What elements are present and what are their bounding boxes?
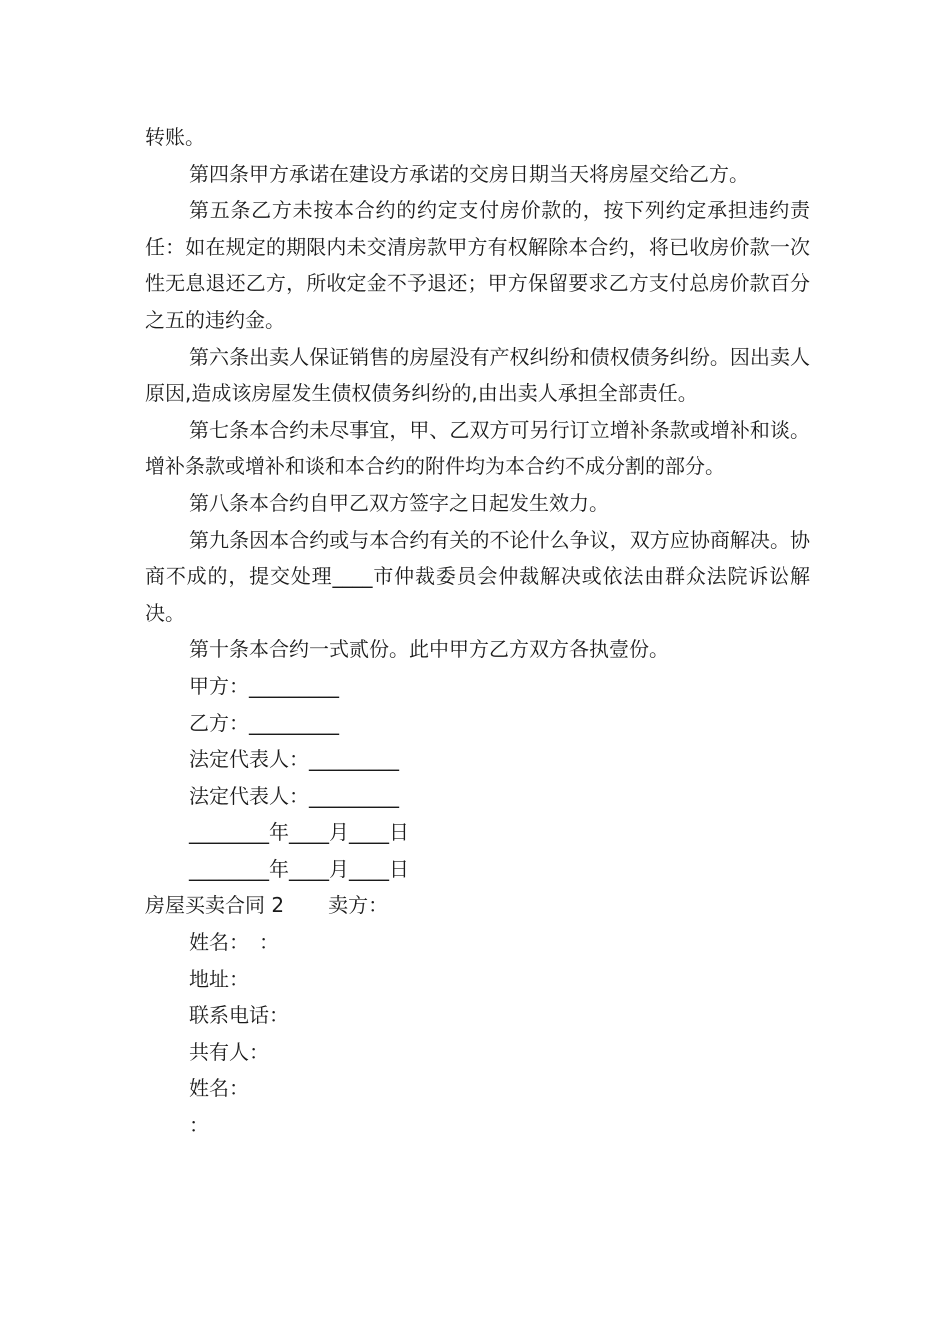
co-owner-label: 共有人：	[189, 1039, 269, 1064]
seller-phone: 联系电话：	[189, 1003, 289, 1028]
co-owner-name: 姓名：	[189, 1076, 249, 1101]
seller-name: 姓名： ：	[189, 930, 279, 955]
trailing-colon: ：	[189, 1113, 209, 1138]
article-4: 第四条甲方承诺在建设方承诺的交房日期当天将房屋交给乙方。	[189, 161, 749, 186]
article-9: 第九条因本合约或与本合约有关的不论什么争议，双方应协商解决。协商不成的，提交处理____市仲裁委员会仲裁解决或依法由群众法院诉讼解决。	[145, 527, 810, 625]
document-body	[145, 119, 810, 1144]
article-6: 第六条出卖人保证销售的房屋没有产权纠纷和债权债务纠纷。因出卖人原因,造成该房屋发生债权债务纠纷的,由出卖人承担全部责任。	[145, 344, 810, 406]
signature-date-2: ________年____月____日	[189, 856, 409, 881]
contract-2-heading	[145, 887, 810, 924]
article-5: 第五条乙方未按本合约的约定支付房价款的，按下列约定承担违约责任：如在规定的期限内未交清房款甲方有权解除本合约，将已收房价款一次性无息退还乙方，所收定金不予退还；甲方保留要求乙方支付总房价款百分之五的违约金。	[145, 198, 810, 332]
article-7: 第七条本合约未尽事宜，甲、乙双方可另行订立增补条款或增补和谈。增补条款或增补和谈和本合约的附件均为本合约不成分割的部分。	[145, 417, 810, 479]
signature-party-a: 甲方：_________	[189, 673, 339, 698]
signature-legal-rep-2: 法定代表人：_________	[189, 783, 399, 808]
seller-address: 地址：	[189, 966, 249, 991]
contract-2-title: 房屋买卖合同 2	[145, 893, 285, 918]
signature-legal-rep-1: 法定代表人：_________	[189, 747, 399, 772]
text-line-transfer: 转账。	[145, 125, 205, 149]
signature-party-b: 乙方：_________	[189, 710, 339, 735]
signature-date-1: ________年____月____日	[189, 820, 409, 845]
article-10: 第十条本合约一式贰份。此中甲方乙方双方各执壹份。	[189, 637, 669, 662]
article-8: 第八条本合约自甲乙双方签字之日起发生效力。	[189, 490, 609, 515]
seller-label: 卖方：	[328, 893, 389, 918]
